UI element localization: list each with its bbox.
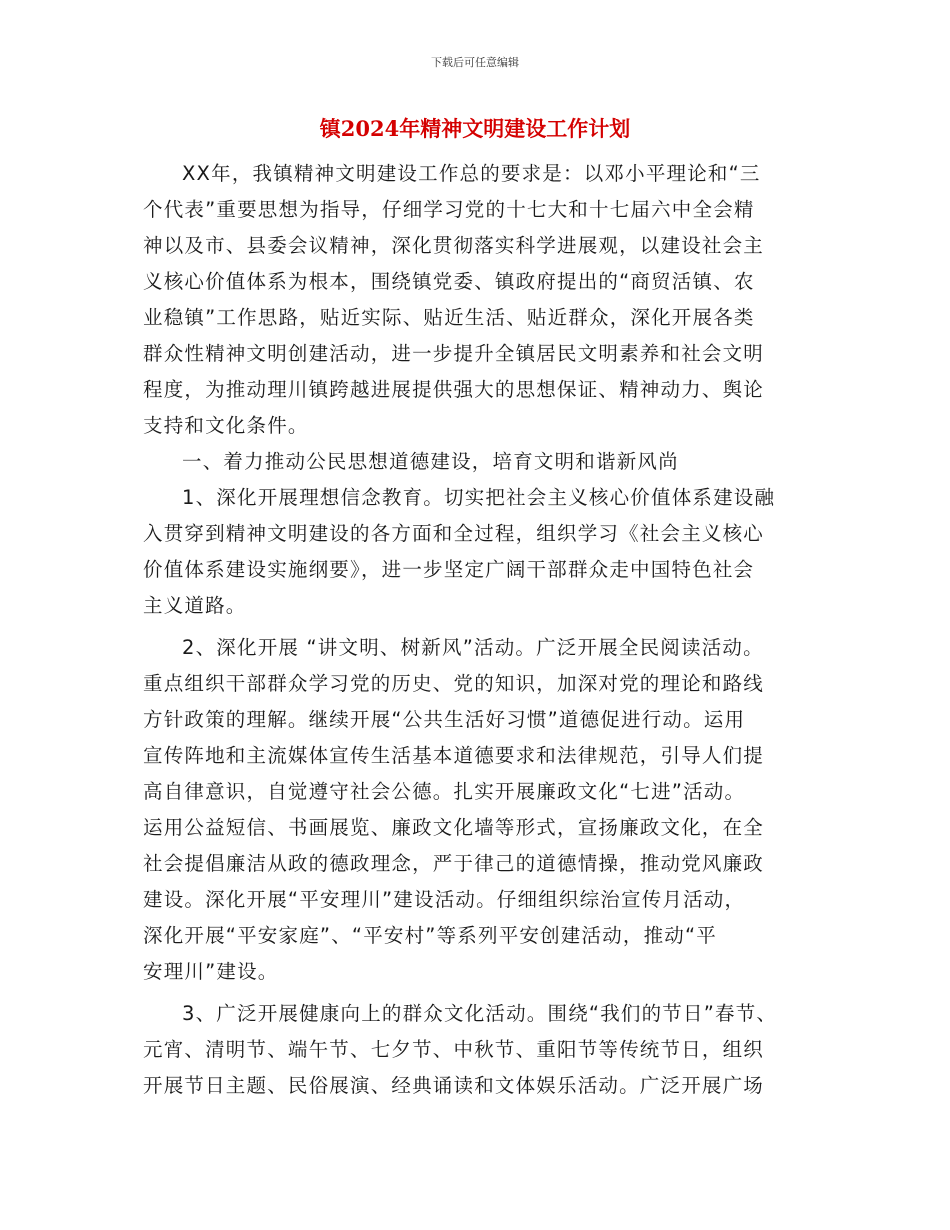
paragraph-line: 价值体系建设实施纲要》，进一步坚定广阔干部群众走中国特色社会 — [143, 558, 755, 581]
paragraph-line: 运用公益短信、书画展览、廉政文化墙等形式，宣扬廉政文化，在全 — [143, 816, 765, 839]
paragraph-line: 深化开展“平安家庭”、“平安村”等系列平安创建活动，推动“平 — [143, 924, 718, 947]
paragraph-line: 个代表”重要思想为指导，仔细学习党的十七大和十七届六中全会精 — [143, 198, 755, 221]
paragraph-line: 安理川”建设。 — [143, 960, 279, 983]
paragraph-line: 重点组织干部群众学习党的历史、党的知识，加深对党的理论和路线 — [143, 672, 765, 695]
paragraph-line: 群众性精神文明创建活动，进一步提升全镇居民文明素养和社会文明 — [143, 342, 765, 365]
paragraph-line: 支持和文化条件。 — [143, 414, 309, 437]
paragraph-line: 高自律意识，自觉遵守社会公德。扎实开展廉政文化“七进”活动。 — [143, 780, 746, 803]
paragraph-line: 1、深化开展理想信念教育。切实把社会主义核心价值体系建设融 — [182, 486, 776, 509]
paragraph-line: 神以及市、县委会议精神，深化贯彻落实科学进展观，以建设社会主 — [143, 234, 765, 257]
paragraph-line: 入贯穿到精神文明建设的各方面和全过程，组织学习《社会主义核心 — [143, 522, 765, 545]
paragraph-line: 程度，为推动理川镇跨越进展提供强大的思想保证、精神动力、舆论 — [143, 378, 765, 401]
paragraph-line: XX年，我镇精神文明建设工作总的要求是：以邓小平理论和“三 — [182, 162, 761, 185]
page-header-note: 下载后可任意编辑 — [431, 56, 519, 69]
paragraph-line: 业稳镇”工作思路，贴近实际、贴近生活、贴近群众，深化开展各类 — [143, 306, 755, 329]
paragraph-line: 建设。深化开展“平安理川”建设活动。仔细组织综治宣传月活动， — [143, 888, 746, 911]
paragraph-line: 开展节日主题、民俗展演、经典诵读和文体娱乐活动。广泛开展广场 — [143, 1074, 765, 1097]
paragraph-line: 社会提倡廉洁从政的德政理念，严于律己的道德情操，推动党风廉政 — [143, 852, 765, 875]
section-heading: 一、着力推动公民思想道德建设，培育文明和谐新风尚 — [182, 450, 679, 473]
document-body — [143, 156, 833, 1104]
paragraph-line: 2、深化开展 “讲文明、树新风”活动。广泛开展全民阅读活动。 — [182, 636, 764, 659]
paragraph-line: 3、广泛开展健康向上的群众文化活动。围绕“我们的节日”春节、 — [182, 1002, 778, 1025]
paragraph-line: 宣传阵地和主流媒体宣传生活基本道德要求和法律规范，引导人们提 — [143, 744, 765, 767]
document-title: 镇2024年精神文明建设工作计划 — [319, 116, 631, 141]
paragraph-line: 义核心价值体系为根本，围绕镇党委、镇政府提出的“商贸活镇、农 — [143, 270, 755, 293]
paragraph-line: 主义道路。 — [143, 594, 247, 617]
paragraph-line: 方针政策的理解。继续开展“公共生活好习惯”道德促进行动。运用 — [143, 708, 746, 731]
paragraph-line: 元宵、清明节、端午节、七夕节、中秋节、重阳节等传统节日，组织 — [143, 1038, 765, 1061]
